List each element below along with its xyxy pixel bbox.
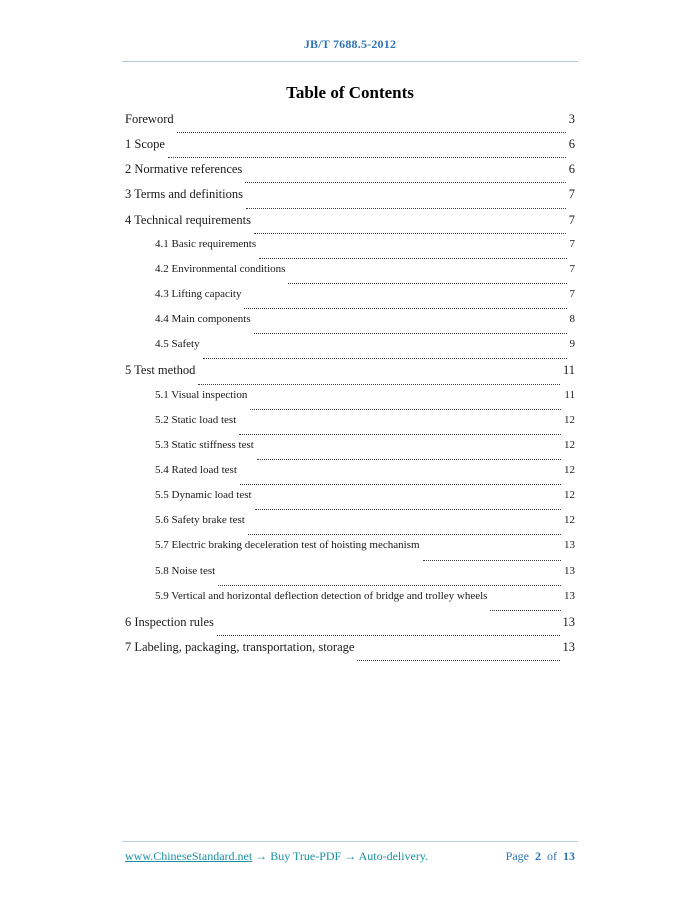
toc-entry-label: 4.1 Basic requirements bbox=[155, 237, 257, 250]
toc-entry-label: 1 Scope bbox=[125, 137, 165, 152]
document-number-header: JB/T 7688.5-2012 bbox=[303, 37, 397, 51]
toc-entry-page: 12 bbox=[564, 514, 575, 527]
toc-entry-label: 4.4 Main components bbox=[155, 313, 251, 326]
toc-entry-page: 11 bbox=[562, 363, 575, 378]
toc-entry-page: 7 bbox=[568, 187, 575, 202]
footer-divider bbox=[122, 841, 578, 842]
toc-entry-page: 6 bbox=[568, 137, 575, 152]
toc-leader-dots bbox=[239, 410, 561, 435]
toc-entry-page: 13 bbox=[564, 564, 575, 577]
footer-page-word: Page bbox=[505, 849, 529, 863]
toc-leader-dots bbox=[248, 510, 561, 535]
toc-entry-label: Foreword bbox=[125, 112, 174, 126]
toc-entry-label: 5.7 Electric braking deceleration test of hoisting mechanism bbox=[155, 539, 420, 552]
toc-entry-label: 5.1 Visual inspection bbox=[155, 388, 248, 401]
footer-left-text bbox=[125, 849, 428, 864]
toc-entry-page: 7 bbox=[569, 237, 575, 250]
toc-leader-dots bbox=[240, 460, 561, 485]
toc-entry-page: 12 bbox=[564, 489, 575, 502]
toc-entry-label: 4.3 Lifting capacity bbox=[155, 287, 242, 300]
footer-page-indicator bbox=[503, 849, 575, 864]
header-divider bbox=[122, 61, 578, 62]
toc-entry-label: 4.5 Safety bbox=[155, 338, 200, 351]
toc-leader-dots bbox=[250, 385, 561, 410]
toc-leader-dots bbox=[246, 183, 566, 208]
footer-delivery-text: → Buy True-PDF → Auto-delivery. bbox=[255, 849, 429, 863]
toc-entry-page: 13 bbox=[562, 639, 575, 654]
toc-entry-page: 13 bbox=[564, 589, 575, 602]
toc-entry-label: 4 Technical requirements bbox=[125, 212, 251, 227]
toc-entry-label: 5 Test method bbox=[125, 363, 196, 378]
toc-leader-dots bbox=[254, 309, 567, 334]
toc-leader-dots bbox=[203, 334, 567, 359]
toc-leader-dots bbox=[357, 636, 559, 661]
toc-entry-page: 13 bbox=[562, 614, 575, 629]
toc-leader-dots bbox=[259, 234, 566, 259]
toc-entry-page: 12 bbox=[564, 463, 575, 476]
toc-entry-label: 5.3 Static stiffness test bbox=[155, 438, 254, 451]
toc-entry-page: 3 bbox=[568, 112, 575, 126]
toc-list bbox=[125, 112, 575, 665]
toc-entry-page: 9 bbox=[569, 338, 575, 351]
toc-leader-dots bbox=[288, 259, 566, 284]
toc-leader-dots bbox=[490, 586, 561, 611]
toc-leader-dots bbox=[254, 209, 566, 234]
toc-leader-dots bbox=[198, 359, 560, 384]
toc-entry-page: 7 bbox=[568, 212, 575, 227]
toc-entry-label: 5.5 Dynamic load test bbox=[155, 489, 252, 502]
toc-entry-page: 8 bbox=[569, 313, 575, 326]
toc-entry-label: 2 Normative references bbox=[125, 162, 243, 177]
toc-leader-dots bbox=[218, 561, 561, 586]
toc-entry-page: 13 bbox=[564, 539, 575, 552]
toc-entry-label: 5.4 Rated load test bbox=[155, 463, 237, 476]
toc-entry-page: 7 bbox=[569, 287, 575, 300]
page-title: Table of Contents bbox=[286, 83, 414, 102]
toc-entry-label: 3 Terms and definitions bbox=[125, 187, 243, 202]
toc-entry-label: 5.9 Vertical and horizontal deflection detection of bridge and trolley wheels bbox=[155, 589, 488, 602]
toc-leader-dots bbox=[168, 133, 566, 158]
toc-entry-label: 5.6 Safety brake test bbox=[155, 514, 245, 527]
toc-entry-page: 7 bbox=[569, 262, 575, 275]
footer-total-pages: 13 bbox=[563, 849, 575, 863]
page-footer bbox=[125, 849, 575, 864]
toc-entry-label: 7 Labeling, packaging, transportation, storage bbox=[125, 639, 355, 654]
toc-entry-page: 12 bbox=[564, 438, 575, 451]
toc-entry-page: 6 bbox=[568, 162, 575, 177]
toc-entry-page: 11 bbox=[564, 388, 575, 401]
toc-entry-label: 4.2 Environmental conditions bbox=[155, 262, 286, 275]
toc-leader-dots bbox=[255, 485, 561, 510]
toc-entry-label: 5.8 Noise test bbox=[155, 564, 216, 577]
toc-leader-dots bbox=[177, 108, 566, 133]
toc-leader-dots bbox=[423, 535, 561, 560]
footer-of-word: of bbox=[547, 849, 557, 863]
toc-leader-dots bbox=[217, 611, 560, 636]
footer-website-link[interactable]: www.ChineseStandard.net bbox=[125, 849, 253, 863]
toc-entry-label: 6 Inspection rules bbox=[125, 614, 214, 629]
footer-page-number: 2 bbox=[535, 849, 541, 863]
toc-leader-dots bbox=[257, 435, 561, 460]
toc-leader-dots bbox=[245, 158, 565, 183]
toc-leader-dots bbox=[244, 284, 566, 309]
toc-entry bbox=[125, 640, 575, 665]
toc-entry-page: 12 bbox=[564, 413, 575, 426]
toc-entry-label: 5.2 Static load test bbox=[155, 413, 237, 426]
